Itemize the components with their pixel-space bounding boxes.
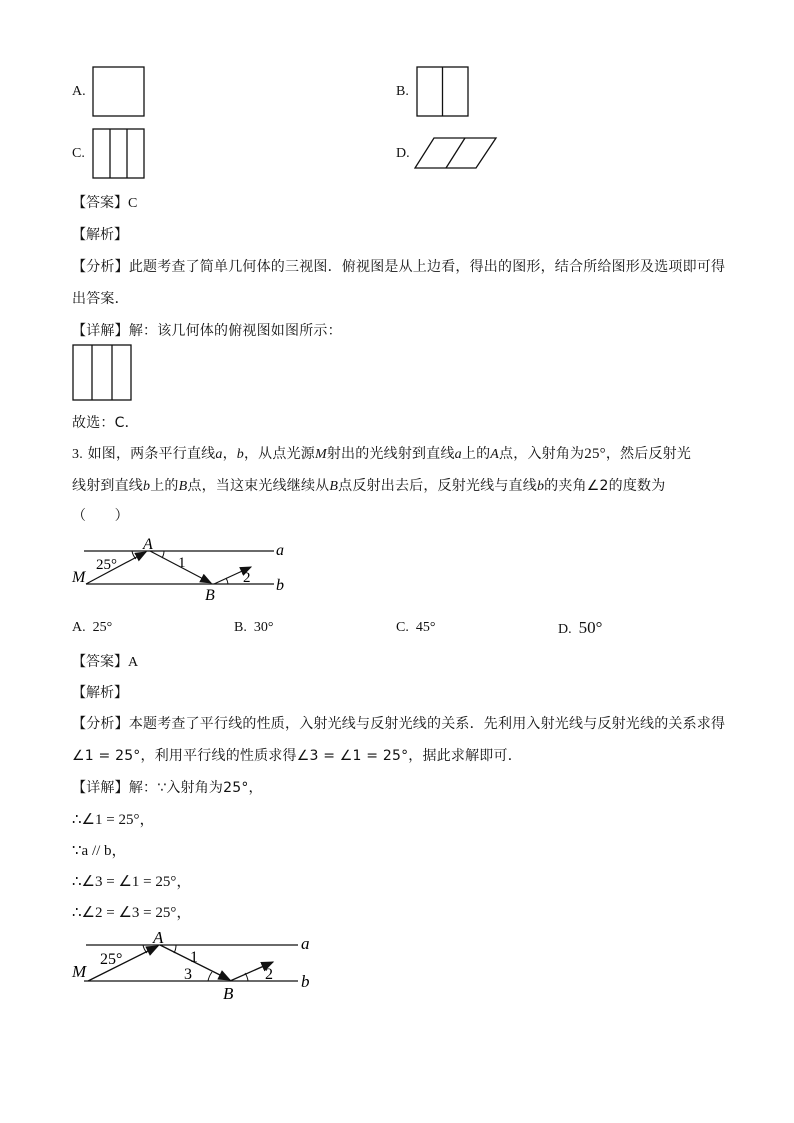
q3-number: 3. bbox=[72, 447, 83, 462]
q3-fenxi-text: 本题考查了平行线的性质，入射光线与反射光线的关系．先利用入射光线与反射光线的关系求得 bbox=[128, 716, 726, 732]
answer-tag: 【答案】 bbox=[72, 195, 128, 211]
fig2-point-b: B bbox=[223, 984, 234, 1003]
fig2-point-a: A bbox=[153, 928, 164, 947]
q3-var-m: M bbox=[314, 447, 327, 462]
q3-point-a: A bbox=[490, 447, 500, 462]
fig1-angle-1: 1 bbox=[178, 555, 186, 571]
q3-option-b-value: 30° bbox=[253, 620, 274, 635]
detail-line bbox=[72, 320, 342, 340]
q3-text: 如图，两条平行直线 bbox=[87, 446, 216, 462]
q3-blank: （ ） bbox=[72, 508, 129, 524]
answer-line bbox=[72, 192, 137, 212]
q3-option-c bbox=[396, 620, 435, 636]
analysis-tag: 【解析】 bbox=[72, 227, 128, 243]
option-c-label: C. bbox=[72, 146, 85, 161]
option-b-figure bbox=[416, 66, 470, 118]
q3-option-a bbox=[72, 620, 112, 636]
q3-var-b: b bbox=[236, 447, 244, 462]
q3-var-b: b bbox=[536, 479, 545, 494]
fig2-angle-3: 3 bbox=[184, 966, 192, 983]
q3-text: 射出的光线射到直线 bbox=[326, 446, 455, 462]
q3-var-a: a bbox=[215, 447, 223, 462]
q3-text: ，然后反射光 bbox=[605, 446, 692, 462]
q3-option-d-value: 50° bbox=[578, 618, 603, 637]
q3-text: 的夹角∠2的度数为 bbox=[544, 478, 666, 494]
q3-answer-tag: 【答案】 bbox=[72, 654, 128, 670]
q3-option-b-letter: B. bbox=[234, 620, 247, 635]
q3-answer-value: A bbox=[128, 655, 139, 670]
q3-point-b: B bbox=[178, 479, 188, 494]
fenxi-tag: 【分析】 bbox=[72, 259, 129, 275]
conclusion: 故选：C． bbox=[72, 415, 139, 431]
q3-var-a: a bbox=[454, 447, 462, 462]
q3-text: 上的 bbox=[461, 446, 491, 462]
q3-detail-text: 解：∵入射角为25°， bbox=[128, 780, 263, 796]
q3-text: 点，当这束光线继续从 bbox=[187, 478, 330, 494]
q3-option-a-letter: A. bbox=[72, 620, 86, 635]
q3-text: 点，入射角为 bbox=[499, 446, 585, 462]
fig1-line-b: b bbox=[276, 577, 284, 594]
q3-solution-figure bbox=[68, 926, 320, 1004]
q3-text: 上的 bbox=[150, 478, 179, 494]
q3-detail-tag: 【详解】 bbox=[72, 780, 129, 796]
option-b-label: B. bbox=[396, 84, 409, 99]
q3-stem-line-2 bbox=[72, 475, 665, 495]
q3-angle-value: 25° bbox=[584, 446, 606, 462]
fig1-angle-2: 2 bbox=[243, 570, 251, 586]
fig2-line-a: a bbox=[301, 934, 310, 953]
q3-fenxi-line-2: ∠1 = 25°，利用平行线的性质求得∠3 = ∠1 = 25°，据此求解即可． bbox=[72, 748, 522, 764]
fig2-line-b: b bbox=[301, 972, 310, 991]
fig2-angle-1: 1 bbox=[190, 949, 198, 966]
fenxi-text: 此题考查了简单几何体的三视图．俯视图是从上边看，得出的图形，结合所给图形及选项即可得 bbox=[128, 259, 726, 275]
fenxi-line-1 bbox=[72, 256, 725, 276]
q3-option-d bbox=[558, 618, 602, 638]
q3-option-c-letter: C. bbox=[396, 620, 409, 635]
q3-detail-line bbox=[72, 777, 263, 797]
q3-step-2: ∵a // b， bbox=[72, 843, 127, 859]
option-c-figure bbox=[92, 128, 146, 180]
fig2-point-m: M bbox=[72, 962, 87, 981]
q3-text: 点反射出去后，反射光线与直线 bbox=[338, 478, 537, 494]
q3-fenxi-line-1 bbox=[72, 713, 725, 733]
q3-option-b bbox=[234, 620, 273, 636]
fig1-point-m: M bbox=[72, 569, 86, 586]
fig1-line-a: a bbox=[276, 542, 284, 559]
detail-text: 解：该几何体的俯视图如图所示： bbox=[128, 323, 342, 339]
option-d-figure bbox=[414, 136, 498, 170]
incident-ray bbox=[88, 946, 158, 981]
q3-option-d-letter: D. bbox=[558, 622, 572, 637]
top-view-figure bbox=[72, 344, 134, 402]
q3-step-4: ∴∠2 = ∠3 = 25°， bbox=[72, 905, 192, 921]
fig1-point-b: B bbox=[205, 587, 215, 604]
answer-value: C bbox=[128, 196, 138, 211]
q3-answer-line bbox=[72, 651, 138, 671]
q3-point-b: B bbox=[329, 479, 339, 494]
fig1-point-a: A bbox=[143, 536, 153, 553]
option-a-figure bbox=[92, 66, 146, 118]
fig1-angle-label: 25° bbox=[96, 557, 117, 573]
option-a-label: A. bbox=[72, 84, 86, 99]
q3-text: ， bbox=[222, 446, 237, 462]
q3-step-1: ∴∠1 = 25°， bbox=[72, 812, 155, 828]
q3-fenxi-tag: 【分析】 bbox=[72, 716, 129, 732]
q3-step-3: ∴∠3 = ∠1 = 25°， bbox=[72, 874, 192, 890]
detail-tag: 【详解】 bbox=[72, 323, 129, 339]
q3-option-a-value: 25° bbox=[92, 620, 113, 635]
fenxi-line-2: 出答案． bbox=[72, 291, 129, 307]
q3-var-b: b bbox=[143, 479, 151, 494]
q3-figure bbox=[66, 534, 296, 606]
q3-text: 线射到直线 bbox=[72, 478, 143, 494]
option-d-label: D. bbox=[396, 146, 410, 161]
q3-text: ，从点光源 bbox=[243, 446, 315, 462]
q3-analysis-tag: 【解析】 bbox=[72, 685, 128, 701]
fig2-angle-label: 25° bbox=[100, 951, 123, 968]
fig2-angle-2: 2 bbox=[265, 966, 273, 983]
q3-stem-line-1 bbox=[72, 443, 691, 463]
q3-option-c-value: 45° bbox=[415, 620, 436, 635]
